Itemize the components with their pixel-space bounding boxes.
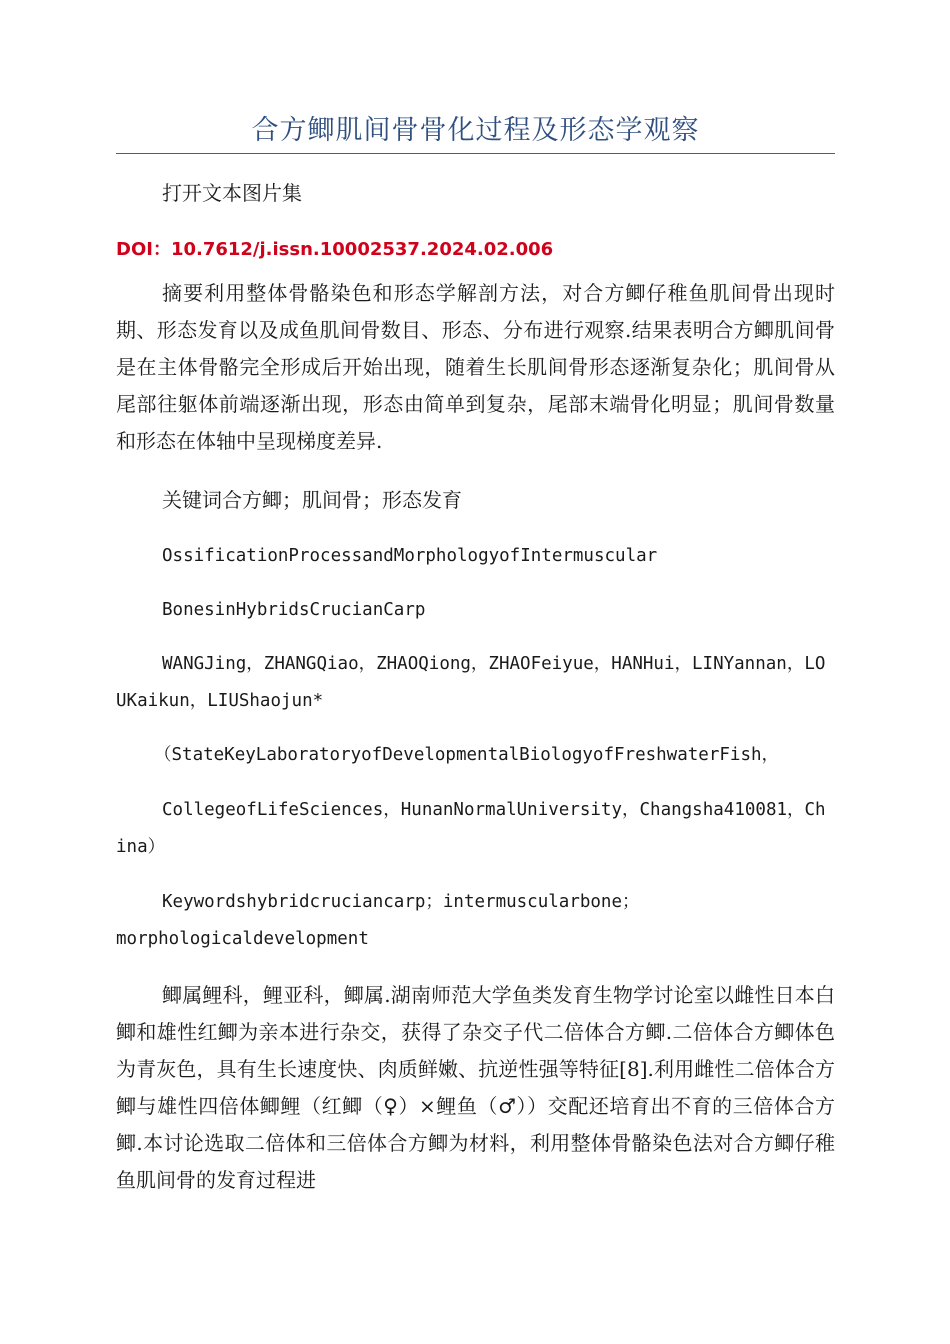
- keywords-cn: 关键词合方鲫；肌间骨；形态发育: [162, 488, 462, 512]
- english-title-line-2: BonesinHybridsCrucianCarp: [162, 600, 426, 620]
- affiliation-line-1: （StateKeyLaboratoryofDevelopmentalBiologyofFreshwaterFish，: [154, 745, 780, 765]
- body-paragraph: 鲫属鲤科，鲤亚科，鲫属.湖南师范大学鱼类发育生物学讨论室以雌性日本白鲫和雄性红鲫为亲本进行杂交，获得了杂交子代二倍体合方鲫.二倍体合方鲫体色为青灰色，具有生长速度快、肉质鲜嫩、抗逆性强等特征[8].利用雌性二倍体合方鲫与雄性四倍体鲫鲤（红鲫（♀）×鲤鱼（♂））交配还培育出不育的三倍体合方鲫.本讨论选取二倍体和三倍体合方鲫为材料，利用整体骨骼染色法对合方鲫仔稚鱼肌间骨的发育过程进: [116, 983, 835, 1192]
- keywords-en: Keywordshybridcruciancarp；intermuscularbone；morphologicaldevelopment: [116, 892, 640, 949]
- open-images-link[interactable]: 打开文本图片集: [162, 181, 302, 205]
- english-title-line-1: OssificationProcessandMorphologyofIntermuscular: [162, 546, 658, 566]
- doi-line: DOI：10.7612/j.issn.10002537.2024.02.006: [116, 239, 554, 260]
- affiliation-line-2: CollegeofLifeSciences，HunanNormalUniversity，Changsha410081，China）: [116, 800, 826, 857]
- title-underline: [116, 153, 835, 154]
- authors: WANGJing，ZHANGQiao，ZHAOQiong，ZHAOFeiyue，HANHui，LINYannan，LOUKaikun，LIUShaojun*: [116, 654, 826, 711]
- document-title: 合方鲫肌间骨骨化过程及形态学观察: [251, 115, 700, 146]
- abstract-paragraph: 摘要利用整体骨骼染色和形态学解剖方法，对合方鲫仔稚鱼肌间骨出现时期、形态发育以及成鱼肌间骨数目、形态、分布进行观察.结果表明合方鲫肌间骨是在主体骨骼完全形成后开始出现，随着生长肌间骨形态逐渐复杂化；肌间骨从尾部往躯体前端逐渐出现，形态由简单到复杂，尾部末端骨化明显；肌间骨数量和形态在体轴中呈现梯度差异.: [116, 281, 835, 453]
